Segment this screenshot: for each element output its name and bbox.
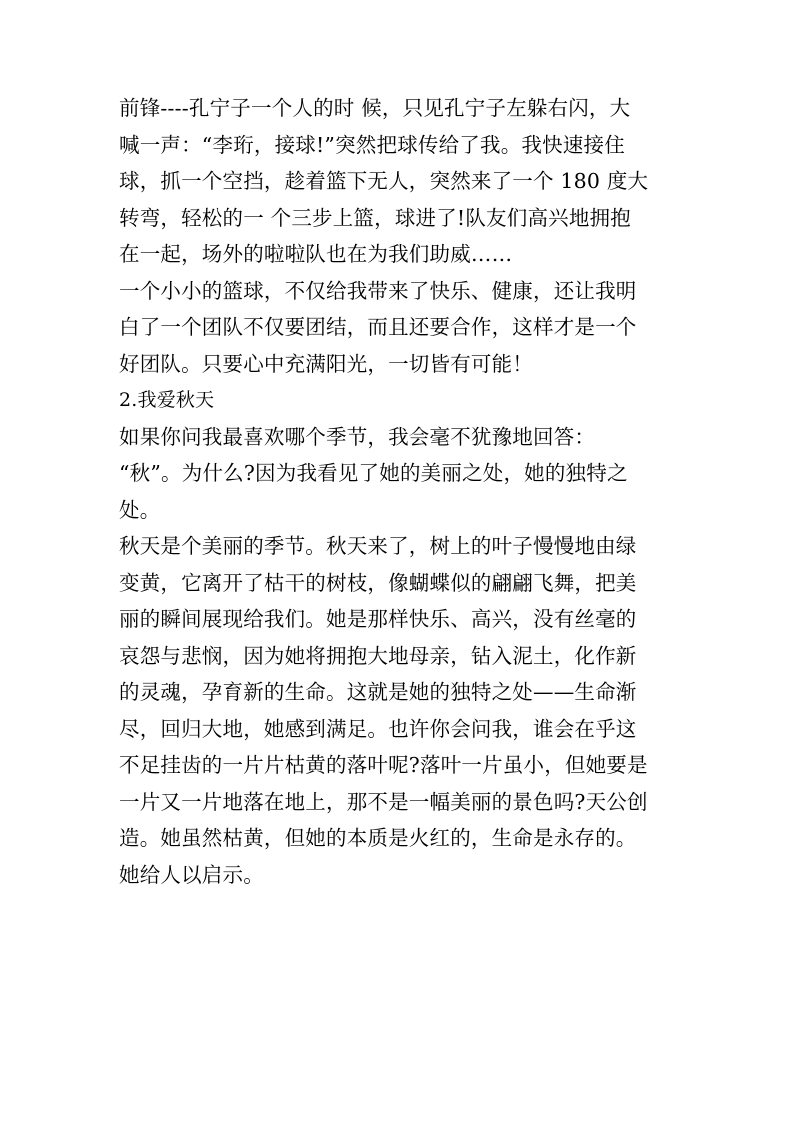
text-line: 的灵魂，孕育新的生命。这就是她的独特之处——生命渐 [119,680,637,704]
text-line: 丽的瞬间展现给我们。她是那样快乐、高兴，没有丝毫的 [119,607,637,631]
text-line: 球，抓一个空挡，趁着篮下无人，突然来了一个 180 度大 [119,169,649,193]
text-line: 转弯，轻松的一 个三步上篮，球进了!队友们高兴地拥抱 [119,205,631,230]
text-line: 秋天是个美丽的季节。秋天来了，树上的叶子慢慢地由绿 [119,534,637,558]
text-line: 尽，回归大地，她感到满足。也许你会问我，谁会在乎这 [119,716,637,741]
text-line: 一片又一片地落在地上，那不是一幅美丽的景色吗?天公创 [119,789,648,814]
section-heading: 2.我爱秋天 [119,389,215,411]
text-line: 前锋----孔宁子一个人的时 候，只见孔宁子左躲右闪，大 [119,96,631,120]
text-line: 如果你问我最喜欢哪个季节，我会毫不犹豫地回答： [119,424,596,449]
text-line: 喊一声：“李珩，接球!”突然把球传给了我。我快速接住 [119,132,625,157]
document-body [119,90,679,893]
text-line: 白了一个团队不仅要团结，而且还要合作，这样才是一个 [119,315,637,339]
text-line: 好团队。只要心中充满阳光，一切皆有可能！ [119,351,533,376]
text-line: 变黄，它离开了枯干的树枝，像蝴蝶似的翩翩飞舞，把美 [119,570,637,595]
text-line: 不足挂齿的一片片枯黄的落叶呢?落叶一片虽小，但她要是 [119,753,648,777]
text-line: 造。她虽然枯黄，但她的本质是火红的，生命是永存的。 [119,826,637,850]
text-line: 在一起，场外的啦啦队也在为我们助威…… [119,242,513,266]
text-line: 她给人以启示。 [119,862,264,887]
text-line: 处。 [119,497,161,522]
text-line: “秋”。为什么?因为我看见了她的美丽之处，她的独特之 [119,461,628,485]
text-line: 一个小小的篮球，不仅给我带来了快乐、健康，还让我明 [119,278,637,303]
text-line: 哀怨与悲悯，因为她将拥抱大地母亲，钻入泥土，化作新 [119,643,637,668]
